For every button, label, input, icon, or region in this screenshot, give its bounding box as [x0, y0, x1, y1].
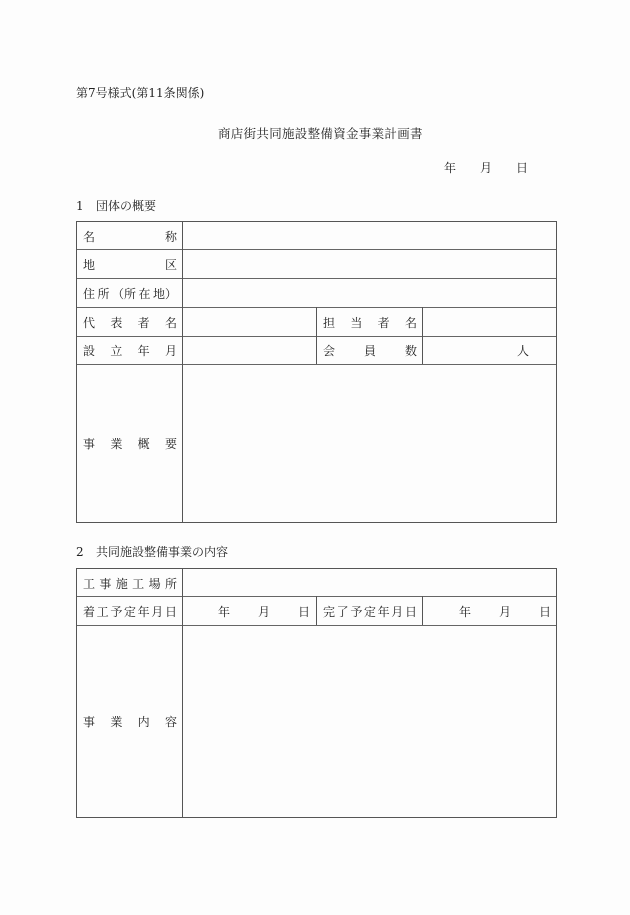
label-char: 所 [97, 286, 110, 301]
label-char: 年 [137, 604, 150, 619]
label-char: 日 [164, 604, 177, 619]
label-char: 工 [83, 576, 96, 591]
label-contact-person [317, 308, 422, 336]
label-char: 区 [164, 257, 177, 272]
label-char: 住 [83, 286, 96, 301]
document-date [444, 159, 528, 176]
label-char: 着 [83, 604, 96, 619]
date-unit-label: 月 [498, 604, 511, 619]
label-char: 当 [350, 315, 363, 330]
start-date-field[interactable] [183, 597, 316, 625]
label-char: 表 [110, 315, 123, 330]
representative-field[interactable] [183, 308, 316, 336]
label-char: 了 [336, 604, 349, 619]
label-char: 所 [164, 576, 177, 591]
label-char: 容 [164, 715, 177, 729]
address-field[interactable] [183, 279, 557, 307]
label-char: 者 [137, 315, 150, 330]
document-title: 商店街共同施設整備資金事業計画書 [218, 126, 423, 141]
date-unit-label: 年 [217, 604, 230, 619]
form-number: 第7号様式(第11条関係) [76, 86, 205, 100]
member-count-field[interactable] [423, 337, 557, 364]
date-day-label: 日 [515, 161, 528, 175]
label-char: 業 [110, 715, 123, 729]
date-unit-label: 日 [538, 604, 551, 619]
completion-date-field[interactable] [423, 597, 557, 625]
label-business-content [77, 626, 182, 817]
label-char: 年 [137, 344, 150, 358]
section-1-heading [76, 197, 156, 214]
business-content-field[interactable] [183, 626, 557, 817]
label-char: 月 [151, 604, 164, 619]
label-established [77, 337, 182, 364]
label-char: 完 [323, 604, 336, 619]
label-char: 数 [404, 344, 417, 358]
member-unit: 人 [516, 344, 529, 358]
label-char: 事 [83, 715, 96, 729]
label-char: 名 [164, 315, 177, 330]
label-char: 要 [164, 437, 177, 451]
label-char: 事 [83, 437, 96, 451]
label-char: 月 [164, 344, 177, 358]
contact-person-field[interactable] [423, 308, 557, 336]
construction-site-field[interactable] [183, 569, 557, 597]
label-char: 事 [99, 576, 112, 591]
label-char: 立 [110, 344, 123, 358]
label-char: 者 [377, 315, 390, 330]
business-overview-field[interactable] [183, 365, 557, 522]
label-char: 工 [96, 604, 109, 619]
section-title: 共同施設整備事業の内容 [96, 545, 229, 559]
label-char: 員 [363, 344, 376, 358]
label-char: 場 [148, 576, 161, 591]
district-field[interactable] [183, 250, 557, 278]
label-char: （所 [111, 286, 136, 301]
label-name [77, 222, 182, 250]
date-year-label: 年 [444, 161, 457, 175]
label-char: 称 [164, 229, 177, 244]
label-char: 工 [132, 576, 145, 591]
label-char: 予 [350, 604, 363, 619]
label-completion-date [317, 597, 422, 625]
section-title: 団体の概要 [96, 199, 157, 213]
label-char: 名 [83, 229, 96, 244]
label-member-count [317, 337, 422, 364]
label-construction-site [77, 569, 182, 597]
label-char: 日 [404, 604, 417, 619]
label-char: 施 [115, 576, 128, 591]
label-char: 担 [323, 315, 336, 330]
date-unit-label: 月 [257, 604, 270, 619]
label-char: 名 [404, 315, 417, 330]
organization-overview-table [76, 221, 557, 523]
date-month-label: 月 [479, 161, 492, 175]
project-details-table [76, 568, 557, 818]
label-representative [77, 308, 182, 336]
label-char: 在 [138, 286, 151, 301]
label-char: 予 [110, 604, 123, 619]
label-char: 内 [137, 715, 150, 729]
label-char: 代 [83, 315, 96, 330]
label-char: 定 [363, 604, 376, 619]
label-business-overview [77, 365, 182, 522]
label-char: 業 [110, 437, 123, 451]
label-char: 地 [83, 257, 96, 272]
section-number: 2 [76, 545, 84, 559]
section-2-heading [76, 543, 228, 560]
label-start-date [77, 597, 182, 625]
label-char: 地） [152, 286, 177, 301]
established-field[interactable] [183, 337, 316, 364]
date-unit-label: 日 [297, 604, 310, 619]
name-field[interactable] [183, 222, 557, 250]
label-char: 月 [391, 604, 404, 619]
label-address [77, 279, 182, 307]
label-char: 設 [83, 344, 96, 358]
label-char: 会 [323, 344, 336, 358]
date-unit-label: 年 [458, 604, 471, 619]
label-char: 定 [123, 604, 136, 619]
label-char: 概 [137, 437, 150, 451]
label-char: 年 [377, 604, 390, 619]
label-district [77, 250, 182, 278]
section-number: 1 [76, 199, 84, 213]
